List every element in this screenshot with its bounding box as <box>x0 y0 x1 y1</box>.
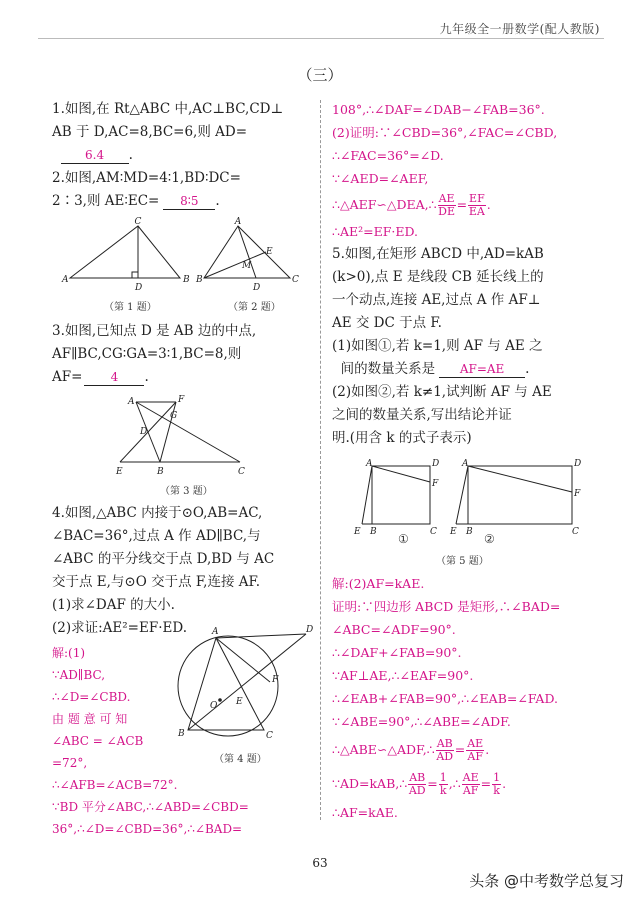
q1-line2: AB 于 D,AC=8,BC=6,则 AD= <box>52 124 248 140</box>
q3-line3: AF= 4 . <box>52 369 149 385</box>
q3-line2: AF∥BC,CG∶GA=3∶1,BC=8,则 <box>52 346 242 362</box>
q4-cont-2: (2)证明:∵∠CBD=36°,∠FAC=∠CBD, <box>332 125 558 140</box>
svg-text:C: C <box>238 467 245 477</box>
q4-final: ∴AE²=EF·ED. <box>332 224 419 239</box>
svg-text:F: F <box>272 675 279 685</box>
fraction-ef-ea: $\frac{EF}{EA}$ <box>468 192 485 218</box>
svg-text:E: E <box>354 527 361 537</box>
right-column <box>332 98 604 450</box>
q1-line3: 6.4 . <box>52 144 310 167</box>
q4-cont-1: 108°,∴∠DAF=∠DAB−∠FAB=36°. <box>332 102 545 117</box>
section-title: （三） <box>297 66 343 84</box>
q5-line7: (2)如图②,若 k≠1,试判断 AF 与 AE <box>332 384 552 400</box>
svg-text:C: C <box>134 217 142 227</box>
figure-3 <box>100 390 260 480</box>
fraction-ae-de: $\frac{AE}{DE}$ <box>438 192 455 218</box>
q1-line1: 1.如图,在 Rt△ABC 中,AC⊥BC,CD⊥ <box>52 101 284 117</box>
q4-sim-line: ∴△AEF∽△DEA,∴ $\frac{AE}{DE}$ = $\frac{EF}{EA}$ . <box>332 192 491 218</box>
svg-text:C: C <box>292 275 299 285</box>
q4-line4: 交于点 E,与⊙O 交于点 F,连接 AF. <box>52 574 261 590</box>
q5-answer: AF=AE <box>439 361 525 378</box>
svg-text:E: E <box>266 247 273 257</box>
svg-text:D: D <box>253 283 261 293</box>
svg-text:M: M <box>242 261 252 271</box>
svg-text:D: D <box>140 427 148 437</box>
svg-text:B: B <box>370 527 377 537</box>
svg-text:D: D <box>135 283 143 293</box>
svg-text:D: D <box>432 459 440 469</box>
q5-line5: (1)如图①,若 k=1,则 AF 与 AE 之 <box>332 338 543 354</box>
svg-text:A: A <box>212 627 219 637</box>
q4-cont-3: ∴∠FAC=36°=∠D. <box>332 148 444 163</box>
fig2-caption: （第 2 题） <box>228 302 281 313</box>
q4-line5: (1)求∠DAF 的大小. <box>52 597 175 613</box>
q3-answer: 4 <box>84 369 144 386</box>
svg-text:B: B <box>466 527 473 537</box>
svg-text:D: D <box>306 625 314 635</box>
figures-1-2 <box>58 216 308 308</box>
q3-line1: 3.如图,已知点 D 是 AB 边的中点, <box>52 323 257 339</box>
q4-solution-a: 解:(1) ∵AD∥BC, ∴∠D=∠CBD. 由 题 意 可 知 ∠ABC = ∠ACB =72°, <box>52 646 144 770</box>
fig4-caption: （第 4 题） <box>214 754 267 765</box>
running-header: 九年级全一册数学(配人教版) <box>439 22 600 36</box>
figure-5 <box>344 454 594 544</box>
q5-line8: 之间的数量关系,写出结论并证 <box>332 407 512 423</box>
fig3-caption: （第 3 题） <box>160 486 213 497</box>
q4-solution-b: ∴∠AFB=∠ACB=72°. ∵BD 平分∠ABC,∴∠ABD=∠CBD= 36°,∴∠D=∠CBD=36°,∴∠BAD= <box>52 778 249 836</box>
svg-text:D: D <box>574 459 582 469</box>
fig5-label-2: ② <box>484 532 495 546</box>
q4-line6: (2)求证:AE²=EF·ED. <box>52 620 187 636</box>
left-column <box>52 98 310 213</box>
q5-line3: 一个动点,连接 AE,过点 A 作 AF⊥ <box>332 292 541 308</box>
q5-ratio-1: ∴△ABE∽△ADF,∴ $\frac{AB}{AD}$ = $\frac{AE}{AF}$ . <box>332 737 490 763</box>
svg-text:E: E <box>236 697 243 707</box>
svg-text:A: A <box>128 397 135 407</box>
svg-text:G: G <box>170 411 178 421</box>
q5-line1: 5.如图,在矩形 ABCD 中,AD=kAB <box>332 246 544 262</box>
svg-text:B: B <box>178 729 185 739</box>
fig5-caption: （第 5 题） <box>436 556 489 567</box>
svg-text:B: B <box>196 275 203 285</box>
column-divider <box>320 100 321 820</box>
watermark-text: 头条 @中考数学总复习 <box>469 872 624 890</box>
q5-final: ∴AF=kAE. <box>332 805 398 820</box>
q5-line9: 明.(用含 k 的式子表示) <box>332 430 472 446</box>
svg-text:F: F <box>178 395 185 405</box>
fig5-label-1: ① <box>398 532 409 546</box>
q2-answer: 8∶5 <box>163 193 215 210</box>
q4-line2: ∠BAC=36°,过点 A 作 AD∥BC,与 <box>52 528 261 544</box>
q5-line6: 间的数量关系是 AF=AE . <box>340 361 530 377</box>
q1-answer: 6.4 <box>61 147 129 164</box>
svg-text:A: A <box>62 275 69 285</box>
svg-text:B: B <box>157 467 164 477</box>
svg-text:C: C <box>430 527 437 537</box>
q4-block <box>52 502 310 640</box>
svg-text:E: E <box>450 527 457 537</box>
q2-line2: 2∶3,则 AE∶EC= 8∶5 . <box>52 193 220 209</box>
header-rule <box>38 38 604 39</box>
svg-text:A: A <box>234 217 242 227</box>
q2-line1: 2.如图,AM∶MD=4∶1,BD∶DC= <box>52 170 241 186</box>
q5-solution: 解:(2)AF=kAE. 证明:∵四边形 ABCD 是矩形,∴∠BAD= ∠ABC=∠ADF=90°. ∴∠DAF+∠FAB=90°. ∵AF⊥AE,∴∠EAF=90°. ∴∠EAB+∠FAB=90°,∴∠EAB=∠FAD. ∵∠ABE=90°,∴∠ABE=∠ADF. ∴△ABE∽△ADF,∴ $\frac{AB}{AD}$ = $\frac{AE}{AF}$ . ∵AD=kAB,∴ $\frac{AB}{AD}$ = $\frac{1}{k}$ ,∴ $\frac{AE}{AF}$ = $\frac{1}{k}$ . ∴AF=kAE. <box>332 572 604 824</box>
fig1-caption: （第 1 题） <box>104 302 157 313</box>
svg-text:C: C <box>266 731 273 741</box>
svg-text:O: O <box>210 701 218 711</box>
q4-cont-4: ∵∠AED=∠AEF, <box>332 171 429 186</box>
figure-4 <box>172 622 312 752</box>
svg-text:A: A <box>366 459 373 469</box>
svg-text:F: F <box>432 479 439 489</box>
svg-text:E: E <box>116 467 123 477</box>
svg-text:B: B <box>183 275 190 285</box>
q5-line4: AE 交 DC 于点 F. <box>332 315 442 331</box>
svg-text:F: F <box>574 489 581 499</box>
svg-text:C: C <box>572 527 579 537</box>
svg-text:A: A <box>462 459 469 469</box>
q5-line2: (k>0),点 E 是线段 CB 延长线上的 <box>332 269 544 285</box>
q5-ratio-2: ∵AD=kAB,∴ $\frac{AB}{AD}$ = $\frac{1}{k}$ ,∴ $\frac{AE}{AF}$ = $\frac{1}{k}$ . <box>332 771 507 797</box>
q4-line3: ∠ABC 的平分线交于点 D,BD 与 AC <box>52 551 275 567</box>
page-number: 63 <box>312 856 328 870</box>
q4-line1: 4.如图,△ABC 内接于⊙O,AB=AC, <box>52 505 263 521</box>
q3-block <box>52 320 310 389</box>
